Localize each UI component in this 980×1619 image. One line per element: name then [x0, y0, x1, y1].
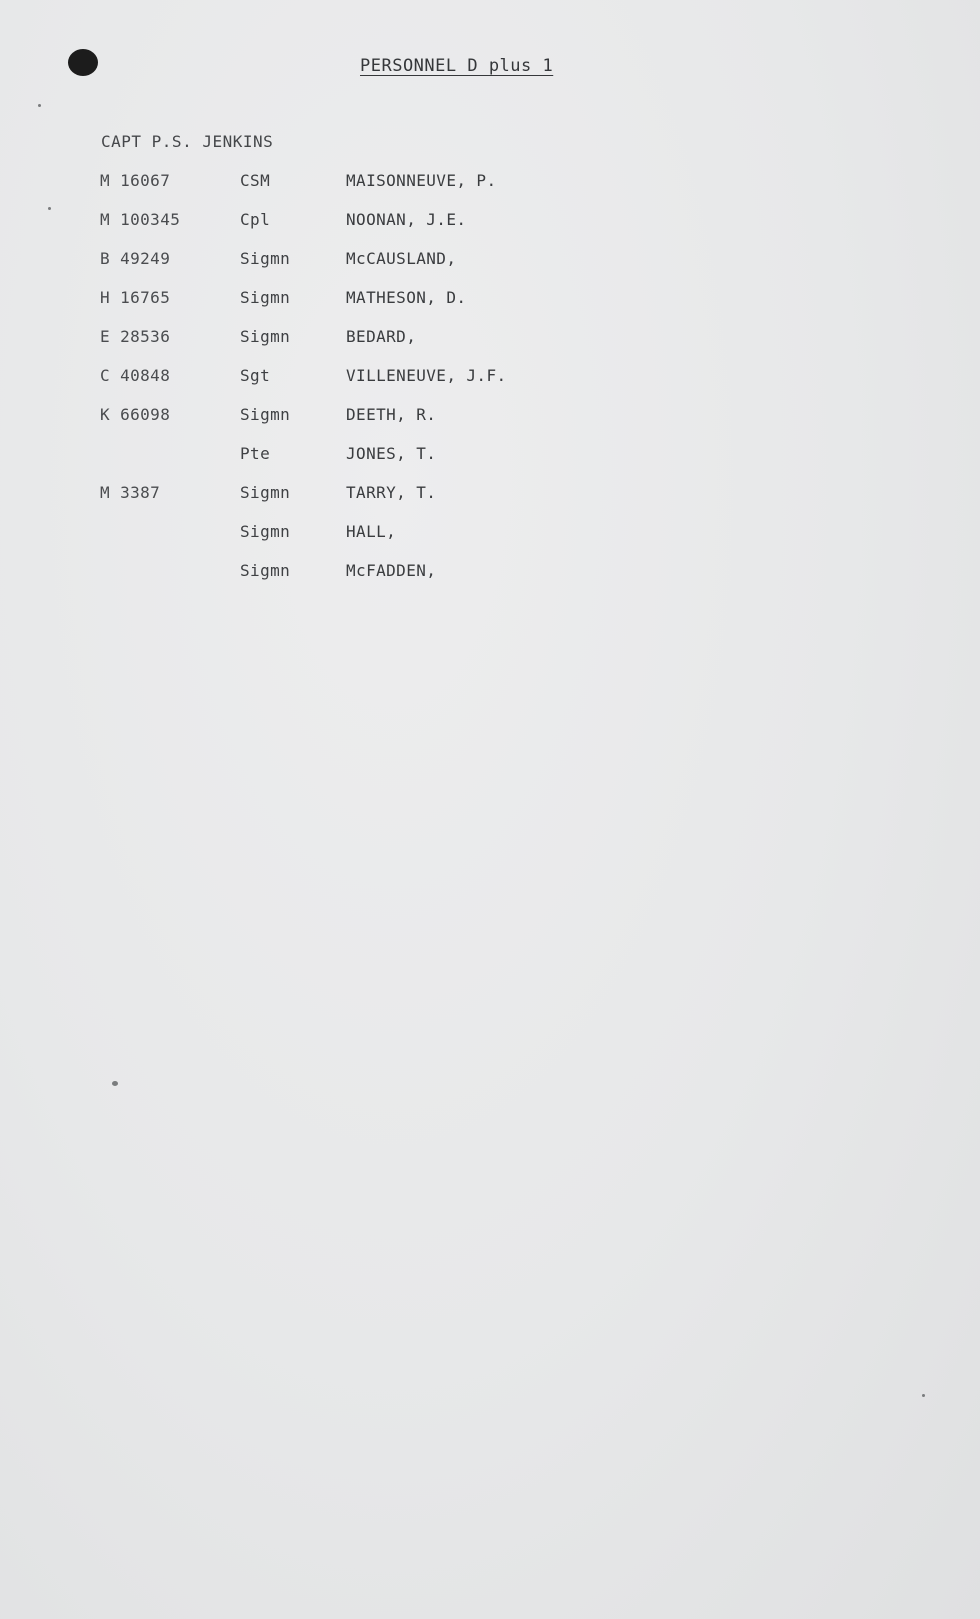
- roster-row: [0, 249, 980, 273]
- roster-row: [0, 366, 980, 390]
- roster-row: [0, 171, 980, 195]
- rank: Cpl: [240, 210, 271, 229]
- roster-row: [0, 561, 980, 585]
- officer-name: CAPT P.S. JENKINS: [101, 132, 274, 151]
- roster-row: [0, 210, 980, 234]
- paper-speck: [922, 1394, 925, 1397]
- person-name: TARRY, T.: [346, 483, 437, 502]
- service-number: H 16765: [100, 288, 171, 307]
- person-name: DEETH, R.: [346, 405, 437, 424]
- person-name: HALL,: [346, 522, 397, 541]
- service-number: M 100345: [100, 210, 181, 229]
- service-number: E 28536: [100, 327, 171, 346]
- person-name: McCAUSLAND,: [346, 249, 457, 268]
- paper-speck: [112, 1081, 118, 1086]
- rank: Sigmn: [240, 288, 291, 307]
- roster-row: [0, 327, 980, 351]
- person-name: VILLENEUVE, J.F.: [346, 366, 507, 385]
- person-name: MATHESON, D.: [346, 288, 467, 307]
- paper-speck: [38, 104, 41, 107]
- service-number: M 16067: [100, 171, 171, 190]
- rank: Sgt: [240, 366, 271, 385]
- rank: Sigmn: [240, 483, 291, 502]
- person-name: JONES, T.: [346, 444, 437, 463]
- service-number: K 66098: [100, 405, 171, 424]
- rank: Sigmn: [240, 405, 291, 424]
- service-number: C 40848: [100, 366, 171, 385]
- person-name: McFADDEN,: [346, 561, 437, 580]
- rank: Sigmn: [240, 522, 291, 541]
- person-name: NOONAN, J.E.: [346, 210, 467, 229]
- rank: Pte: [240, 444, 271, 463]
- rank: Sigmn: [240, 561, 291, 580]
- roster-row: [0, 405, 980, 429]
- roster-row: [0, 444, 980, 468]
- roster-row: [0, 288, 980, 312]
- roster-row: [0, 522, 980, 546]
- rank: CSM: [240, 171, 271, 190]
- person-name: MAISONNEUVE, P.: [346, 171, 497, 190]
- rank: Sigmn: [240, 249, 291, 268]
- person-name: BEDARD,: [346, 327, 417, 346]
- roster-row: [0, 483, 980, 507]
- service-number: B 49249: [100, 249, 171, 268]
- document-title: PERSONNEL D plus 1: [360, 56, 554, 76]
- rank: Sigmn: [240, 327, 291, 346]
- service-number: M 3387: [100, 483, 161, 502]
- punch-hole: [68, 49, 98, 76]
